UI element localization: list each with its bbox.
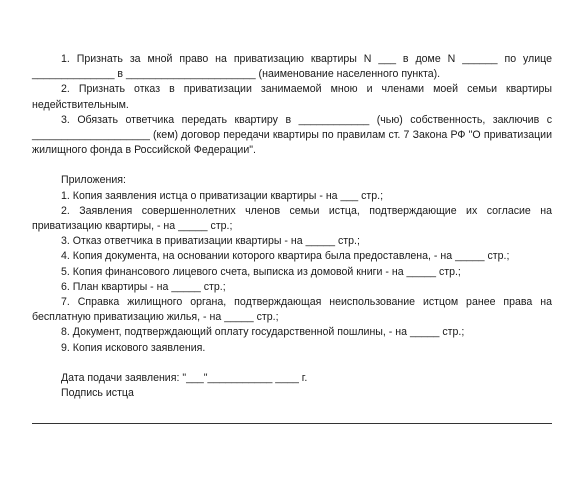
attachment-item: 3. Отказ ответчика в приватизации квартиры - на _____ стр.; bbox=[61, 235, 360, 248]
spacer bbox=[32, 158, 552, 173]
attachment-item: 5. Копия финансового лицевого счета, выписка из домовой книги - на _____ стр.; bbox=[61, 265, 461, 278]
attachment-item: 1. Копия заявления истца о приватизации квартиры - на ___ стр.; bbox=[61, 189, 384, 202]
document-body bbox=[32, 52, 552, 401]
date-line: Дата подачи заявления: "___"___________ ____ г. bbox=[61, 371, 308, 384]
claim-item: 3. Обязать ответчика передать квартиру в ____________ (чью) собственность, заключив с ____________________ (кем) договор передачи квартиры по правилам ст. 7 Закона РФ "О приватизации жилищного фонда в Российской Федерации". bbox=[32, 113, 552, 157]
attachment-item: 6. План квартиры - на _____ стр.; bbox=[61, 280, 226, 293]
attachment-item: 7. Справка жилищного органа, подтверждающая неиспользование истцом ранее права на бесплатную приватизацию жилья, - на _____ стр.; bbox=[32, 296, 552, 324]
attachment-item: 4. Копия документа, на основании которого квартира была предоставлена, - на _____ стр.; bbox=[61, 250, 510, 263]
bottom-divider bbox=[32, 423, 552, 424]
attachment-item: 9. Копия искового заявления. bbox=[61, 341, 206, 354]
signature-line: Подпись истца bbox=[61, 387, 134, 400]
attachment-item: 2. Заявления совершеннолетних членов семьи истца, подтверждающие их согласие на приватизацию квартиры, - на _____ стр.; bbox=[32, 204, 552, 233]
attachment-item: 8. Документ, подтверждающий оплату государственной пошлины, - на _____ стр.; bbox=[61, 326, 465, 339]
attachments-heading: Приложения: bbox=[61, 174, 126, 187]
spacer bbox=[32, 356, 552, 371]
claim-item: 1. Признать за мной право на приватизацию квартиры N ___ в доме N ______ по улице ______________ в ______________________ (наименование населенного пункта). bbox=[32, 53, 552, 81]
claim-item: 2. Признать отказ в приватизации занимаемой мною и членами моей семьи квартиры недействительным. bbox=[32, 83, 552, 111]
